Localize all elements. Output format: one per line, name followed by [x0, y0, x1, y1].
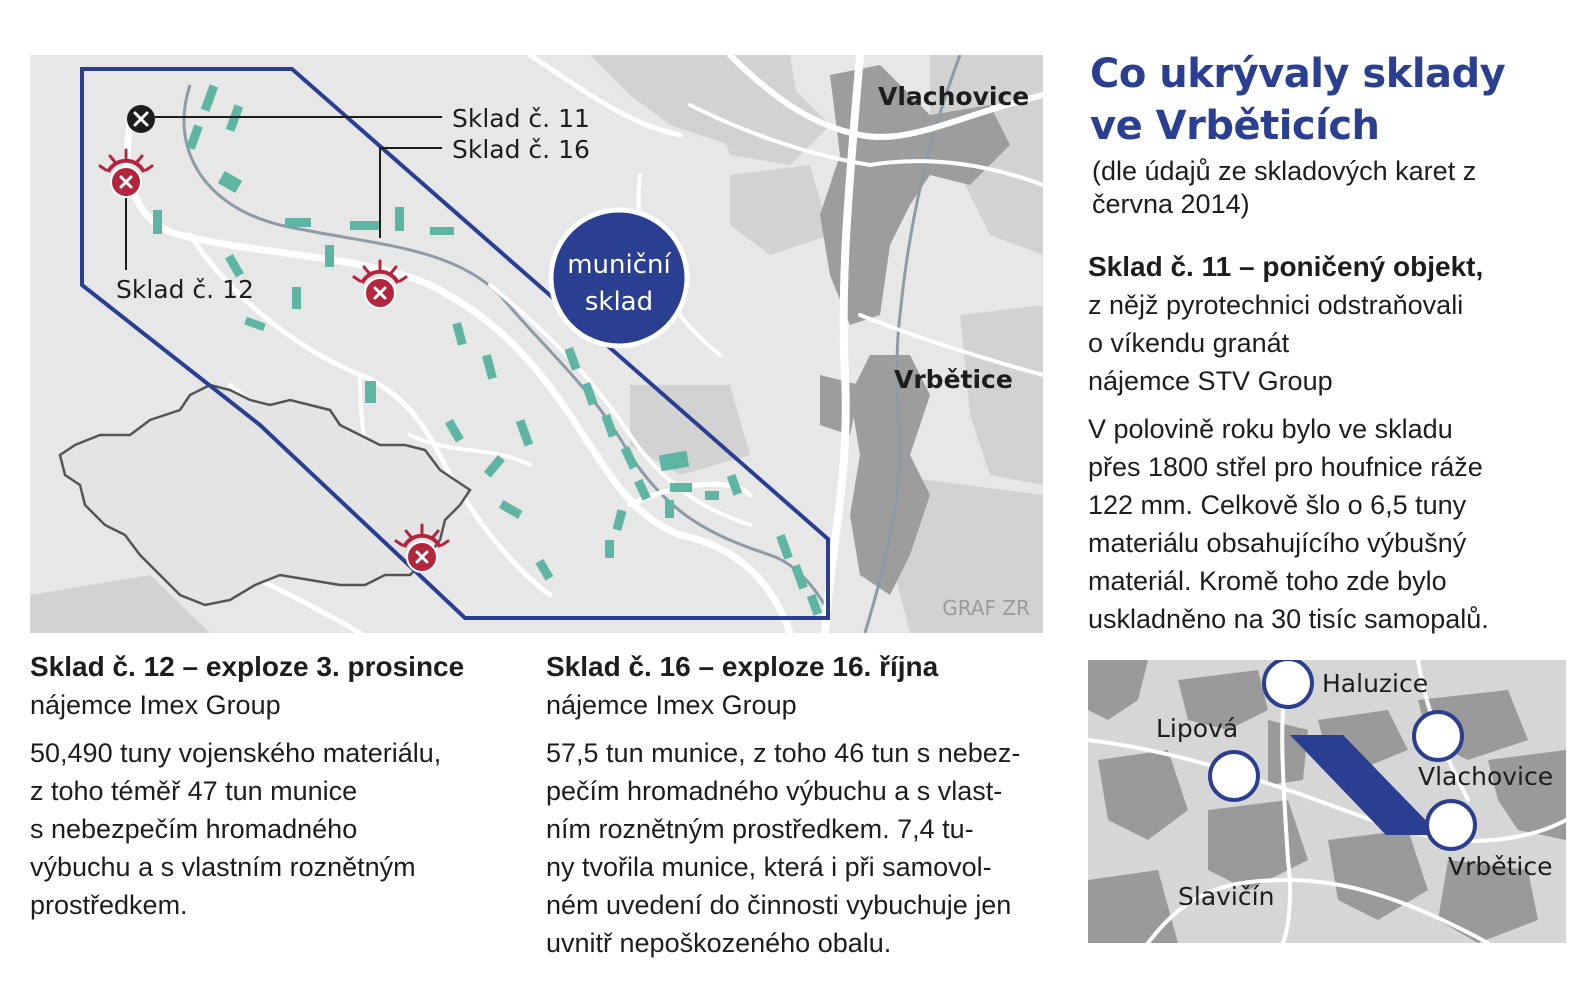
page-subtitle: (dle údajů ze skladových karet z června 2014) — [1092, 156, 1477, 219]
town-label-lipova: Lipová — [1156, 714, 1239, 743]
sklad-11-body-line: uskladněno na 30 tisíc samopalů. — [1088, 604, 1489, 634]
sklad-12-body-line: prostředkem. — [30, 890, 188, 920]
graphic-credit: GRAF ZR — [942, 596, 1030, 620]
sklad-16-body-line: ném uvedení do činnosti vybuchuje jen — [546, 890, 1012, 920]
sklad-11-tenant: nájemce STV Group — [1088, 366, 1333, 396]
town-marker-vlachovice — [1414, 712, 1462, 760]
sklad-11-body-line: materiál. Kromě toho zde bylo — [1088, 566, 1447, 596]
sklad-16-tenant: nájemce Imex Group — [546, 690, 797, 720]
sklad-16-body-line: ním roznětným prostředkem. 7,4 tu- — [546, 814, 974, 844]
sklad-11-body-line: V polovině roku bylo ve skladu — [1088, 414, 1453, 444]
sklad-12-body-line: 50,490 tuny vojenského materiálu, — [30, 738, 442, 768]
sklad-16-body-line: pečím hromadného výbuchu a s vlast- — [546, 776, 1003, 806]
sklad-11-body-line: přes 1800 střel pro houfnice ráže — [1088, 452, 1483, 482]
sklad-11-line: o víkendu granát — [1088, 328, 1290, 358]
town-label-slavicin: Slavičín — [1178, 882, 1275, 911]
locator-minimap — [1088, 660, 1566, 943]
sklad-16-body-line: ny tvořila munice, která i při samovol- — [546, 852, 992, 882]
sklad-12-heading: Sklad č. 12 – exploze 3. prosince — [30, 651, 465, 682]
destroyed-store-icon — [127, 105, 155, 133]
page-title: Co ukrývaly sklady ve Vrběticích — [1090, 51, 1506, 149]
label-sklad-12: Sklad č. 12 — [116, 275, 254, 304]
label-sklad-11: Sklad č. 11 — [452, 104, 590, 133]
sklad-16-heading: Sklad č. 16 – exploze 16. října — [546, 651, 939, 682]
sklad-11-body-line: materiálu obsahujícího výbušný — [1088, 528, 1467, 558]
sklad-12-body-line: výbuchu a s vlastním roznětným — [30, 852, 416, 882]
label-vrbetice: Vrbětice — [894, 365, 1013, 394]
sklad-16-info — [546, 648, 1046, 962]
sklad-11-line: z nějž pyrotechnici odstraňovali — [1088, 290, 1464, 320]
sklad-11-info — [1088, 248, 1558, 638]
municni-sklad-label-2: sklad — [584, 287, 654, 317]
label-vlachovice: Vlachovice — [878, 82, 1030, 111]
sklad-12-body-line: s nebezpečím hromadného — [30, 814, 358, 844]
town-marker-vrbetice — [1427, 801, 1475, 849]
sklad-11-heading: Sklad č. 11 – poničený objekt, — [1088, 251, 1484, 282]
town-marker-haluzice — [1264, 660, 1312, 707]
town-label-vlachovice: Vlachovice — [1418, 762, 1554, 791]
sklad-12-tenant: nájemce Imex Group — [30, 690, 281, 720]
town-label-haluzice: Haluzice — [1322, 669, 1429, 698]
label-sklad-16: Sklad č. 16 — [452, 135, 590, 164]
sklad-16-body-line: 57,5 tun munice, z toho 46 tun s nebez- — [546, 738, 1021, 768]
town-label-vrbetice: Vrbětice — [1448, 852, 1553, 881]
sklad-12-body-line: z toho téměř 47 tun munice — [30, 776, 358, 806]
municni-sklad-label-1: muniční — [567, 250, 671, 280]
main-map — [30, 55, 1043, 633]
sklad-12-info — [30, 648, 520, 924]
town-marker-lipova — [1210, 752, 1258, 800]
sklad-11-body-line: 122 mm. Celkově šlo o 6,5 tuny — [1088, 490, 1467, 520]
sklad-16-body-line: uvnitř nepoškozeného obalu. — [546, 928, 892, 958]
